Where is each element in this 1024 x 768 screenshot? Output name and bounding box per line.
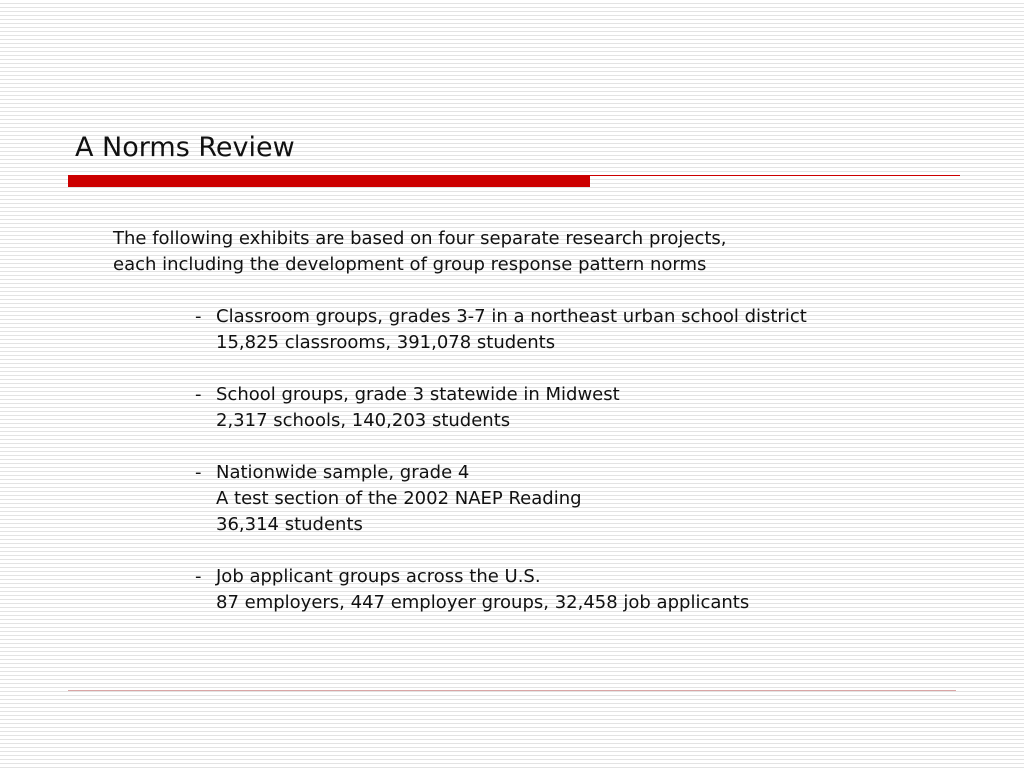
intro-line: The following exhibits are based on four separate research projects, <box>113 228 727 249</box>
project-detail: A test section of the 2002 NAEP Reading <box>216 488 582 509</box>
project-heading: Nationwide sample, grade 4 <box>216 462 470 483</box>
project-heading: Classroom groups, grades 3-7 in a northeast urban school district <box>216 306 807 327</box>
project-detail: 2,317 schools, 140,203 students <box>216 410 511 431</box>
bullet-dash: - <box>195 462 202 483</box>
project-heading: Job applicant groups across the U.S. <box>216 566 541 587</box>
title-underline-thin <box>590 175 960 176</box>
project-list <box>195 304 807 642</box>
title-underline-thick <box>68 175 590 187</box>
project-item <box>195 304 807 356</box>
project-item <box>195 460 807 538</box>
project-detail: 15,825 classrooms, 391,078 students <box>216 332 556 353</box>
project-item <box>195 564 807 616</box>
bullet-dash: - <box>195 566 202 587</box>
intro-paragraph <box>113 226 727 278</box>
project-item <box>195 382 807 434</box>
intro-line: each including the development of group response pattern norms <box>113 254 707 275</box>
slide-title: A Norms Review <box>75 132 295 163</box>
bullet-dash: - <box>195 384 202 405</box>
project-detail: 87 employers, 447 employer groups, 32,458 job applicants <box>216 592 750 613</box>
footer-divider <box>68 690 956 691</box>
project-heading: School groups, grade 3 statewide in Midwest <box>216 384 620 405</box>
bullet-dash: - <box>195 306 202 327</box>
project-detail: 36,314 students <box>216 514 363 535</box>
